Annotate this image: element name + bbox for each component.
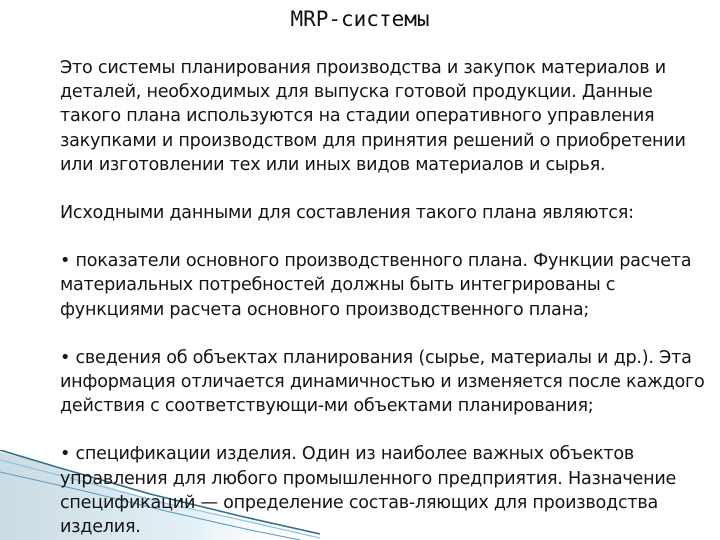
bullet-planning-objects: • сведения об объектах планирования (сырье, материалы и др.). Эта информация отличается динамичностью и изменяется после каждого действия с соответствующи-ми объектами планирования; <box>60 347 705 417</box>
intro-paragraph: Это системы планирования производства и закупок материалов и деталей, необходимых для выпуска готовой продукции. Данные такого плана используются на стадии оперативного управления закупками и производством для принятия решений о приобретении или изготовлении тех или иных видов материалов и сырья. <box>60 58 686 175</box>
page-title: MRP-системы <box>290 7 430 31</box>
slide-body <box>60 56 712 539</box>
bullet-product-specification: • спецификации изделия. Один из наиболее важных объектов управления для любого промышленного предприятия. Назначение спецификаций — определение состав-ляющих для производства изделия. <box>60 444 677 538</box>
source-data-heading: Исходными данными для составления такого плана являются: <box>60 203 634 224</box>
bullet-production-plan: • показатели основного производственного плана. Функции расчета материальных потребностей должны быть интегрированы с функциями расчета основного производственного плана; <box>60 251 692 320</box>
